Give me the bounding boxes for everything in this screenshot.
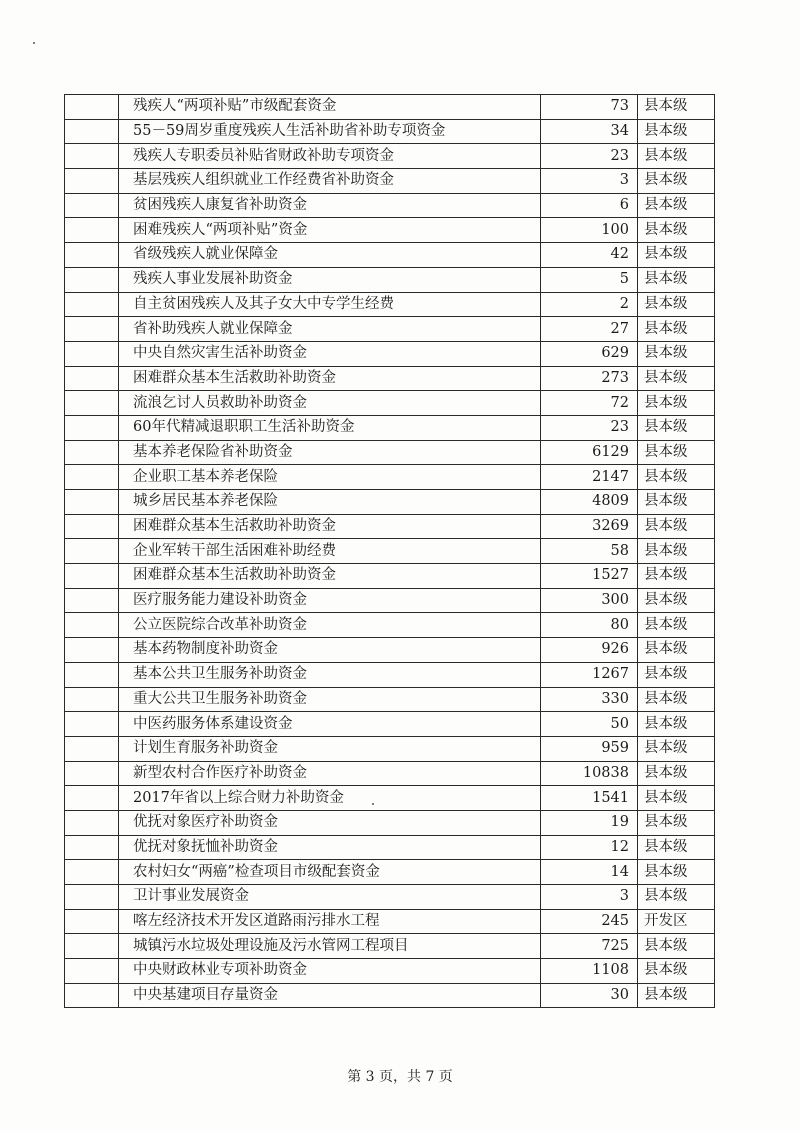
level-cell: 县本级 (638, 465, 715, 490)
level-cell: 县本级 (638, 144, 715, 169)
amount-cell: 3 (541, 885, 638, 910)
table-row (65, 564, 715, 589)
fund-name-cell: 2017年省以上综合财力补助资金 (119, 786, 541, 811)
level-cell: 县本级 (638, 391, 715, 416)
amount-cell: 23 (541, 415, 638, 440)
sequence-cell (65, 440, 119, 465)
table-row (65, 810, 715, 835)
funds-table-body (65, 95, 715, 1008)
table-row (65, 638, 715, 663)
amount-cell: 245 (541, 909, 638, 934)
sequence-cell (65, 391, 119, 416)
level-cell: 县本级 (638, 193, 715, 218)
amount-cell: 27 (541, 317, 638, 342)
fund-name-cell: 新型农村合作医疗补助资金 (119, 761, 541, 786)
fund-name-cell: 农村妇女“两癌”检查项目市级配套资金 (119, 860, 541, 885)
sequence-cell (65, 267, 119, 292)
table-row (65, 613, 715, 638)
sequence-cell (65, 119, 119, 144)
amount-cell: 5 (541, 267, 638, 292)
fund-name-cell: 残疾人事业发展补助资金 (119, 267, 541, 292)
amount-cell: 725 (541, 934, 638, 959)
fund-name-cell: 基本公共卫生服务补助资金 (119, 662, 541, 687)
amount-cell: 30 (541, 983, 638, 1008)
table-row (65, 193, 715, 218)
table-row (65, 983, 715, 1008)
amount-cell: 629 (541, 341, 638, 366)
level-cell: 县本级 (638, 490, 715, 515)
sequence-cell (65, 613, 119, 638)
amount-cell: 2 (541, 292, 638, 317)
sequence-cell (65, 835, 119, 860)
sequence-cell (65, 934, 119, 959)
level-cell: 县本级 (638, 712, 715, 737)
level-cell: 县本级 (638, 959, 715, 984)
table-row (65, 712, 715, 737)
level-cell: 县本级 (638, 638, 715, 663)
funds-table (64, 94, 715, 1008)
sequence-cell (65, 514, 119, 539)
table-row (65, 514, 715, 539)
sequence-cell (65, 687, 119, 712)
amount-cell: 1267 (541, 662, 638, 687)
fund-name-cell: 城乡居民基本养老保险 (119, 490, 541, 515)
amount-cell: 6 (541, 193, 638, 218)
sequence-cell (65, 885, 119, 910)
table-row (65, 317, 715, 342)
sequence-cell (65, 465, 119, 490)
table-row (65, 415, 715, 440)
fund-name-cell: 困难群众基本生活救助补助资金 (119, 366, 541, 391)
amount-cell: 330 (541, 687, 638, 712)
scan-speck (33, 42, 35, 44)
fund-name-cell: 残疾人专职委员补贴省财政补助专项资金 (119, 144, 541, 169)
amount-cell: 273 (541, 366, 638, 391)
fund-name-cell: 自主贫困残疾人及其子女大中专学生经费 (119, 292, 541, 317)
sequence-cell (65, 539, 119, 564)
sequence-cell (65, 761, 119, 786)
sequence-cell (65, 415, 119, 440)
page-number-footer: 第 3 页，共 7 页 (347, 1069, 453, 1085)
fund-name-cell: 省补助残疾人就业保障金 (119, 317, 541, 342)
amount-cell: 300 (541, 588, 638, 613)
fund-name-cell: 55－59周岁重度残疾人生活补助省补助专项资金 (119, 119, 541, 144)
sequence-cell (65, 712, 119, 737)
sequence-cell (65, 786, 119, 811)
level-cell: 县本级 (638, 564, 715, 589)
level-cell: 县本级 (638, 810, 715, 835)
level-cell: 县本级 (638, 761, 715, 786)
level-cell: 县本级 (638, 440, 715, 465)
fund-name-cell: 60年代精减退职职工生活补助资金 (119, 415, 541, 440)
fund-name-cell: 基层残疾人组织就业工作经费省补助资金 (119, 169, 541, 194)
table-row (65, 169, 715, 194)
sequence-cell (65, 959, 119, 984)
level-cell: 县本级 (638, 366, 715, 391)
sequence-cell (65, 588, 119, 613)
amount-cell: 80 (541, 613, 638, 638)
fund-name-cell: 中央财政林业专项补助资金 (119, 959, 541, 984)
level-cell: 县本级 (638, 736, 715, 761)
sequence-cell (65, 662, 119, 687)
table-row (65, 95, 715, 120)
fund-name-cell: 企业军转干部生活困难补助经费 (119, 539, 541, 564)
level-cell: 县本级 (638, 934, 715, 959)
table-row (65, 144, 715, 169)
amount-cell: 1541 (541, 786, 638, 811)
level-cell: 县本级 (638, 860, 715, 885)
table-row (65, 959, 715, 984)
sequence-cell (65, 860, 119, 885)
level-cell: 县本级 (638, 341, 715, 366)
amount-cell: 19 (541, 810, 638, 835)
sequence-cell (65, 366, 119, 391)
table-row (65, 588, 715, 613)
fund-name-cell: 医疗服务能力建设补助资金 (119, 588, 541, 613)
table-row (65, 786, 715, 811)
sequence-cell (65, 243, 119, 268)
amount-cell: 73 (541, 95, 638, 120)
sequence-cell (65, 169, 119, 194)
amount-cell: 50 (541, 712, 638, 737)
sequence-cell (65, 193, 119, 218)
table-row (65, 934, 715, 959)
level-cell: 县本级 (638, 514, 715, 539)
level-cell: 开发区 (638, 909, 715, 934)
level-cell: 县本级 (638, 983, 715, 1008)
fund-name-cell: 流浪乞讨人员救助补助资金 (119, 391, 541, 416)
sequence-cell (65, 144, 119, 169)
sequence-cell (65, 909, 119, 934)
level-cell: 县本级 (638, 687, 715, 712)
fund-name-cell: 计划生育服务补助资金 (119, 736, 541, 761)
sequence-cell (65, 95, 119, 120)
level-cell: 县本级 (638, 243, 715, 268)
fund-name-cell: 中医药服务体系建设资金 (119, 712, 541, 737)
table-row (65, 490, 715, 515)
amount-cell: 1527 (541, 564, 638, 589)
table-row (65, 539, 715, 564)
amount-cell: 100 (541, 218, 638, 243)
amount-cell: 42 (541, 243, 638, 268)
fund-name-cell: 重大公共卫生服务补助资金 (119, 687, 541, 712)
amount-cell: 926 (541, 638, 638, 663)
amount-cell: 959 (541, 736, 638, 761)
fund-name-cell: 中央基建项目存量资金 (119, 983, 541, 1008)
level-cell: 县本级 (638, 835, 715, 860)
amount-cell: 2147 (541, 465, 638, 490)
sequence-cell (65, 292, 119, 317)
amount-cell: 14 (541, 860, 638, 885)
table-row (65, 835, 715, 860)
level-cell: 县本级 (638, 218, 715, 243)
fund-name-cell: 基本药物制度补助资金 (119, 638, 541, 663)
fund-name-cell: 困难群众基本生活救助补助资金 (119, 564, 541, 589)
table-row (65, 761, 715, 786)
table-row (65, 267, 715, 292)
fund-name-cell: 贫困残疾人康复省补助资金 (119, 193, 541, 218)
level-cell: 县本级 (638, 662, 715, 687)
amount-cell: 3269 (541, 514, 638, 539)
level-cell: 县本级 (638, 613, 715, 638)
table-row (65, 736, 715, 761)
amount-cell: 34 (541, 119, 638, 144)
table-row (65, 119, 715, 144)
level-cell: 县本级 (638, 885, 715, 910)
amount-cell: 6129 (541, 440, 638, 465)
fund-name-cell: 基本养老保险省补助资金 (119, 440, 541, 465)
level-cell: 县本级 (638, 588, 715, 613)
table-row (65, 341, 715, 366)
table-row (65, 662, 715, 687)
sequence-cell (65, 490, 119, 515)
amount-cell: 58 (541, 539, 638, 564)
table-row (65, 885, 715, 910)
table-row (65, 909, 715, 934)
fund-name-cell: 卫计事业发展资金 (119, 885, 541, 910)
level-cell: 县本级 (638, 267, 715, 292)
amount-cell: 3 (541, 169, 638, 194)
table-row (65, 860, 715, 885)
sequence-cell (65, 218, 119, 243)
sequence-cell (65, 638, 119, 663)
fund-name-cell: 企业职工基本养老保险 (119, 465, 541, 490)
amount-cell: 23 (541, 144, 638, 169)
level-cell: 县本级 (638, 292, 715, 317)
fund-name-cell: 困难群众基本生活救助补助资金 (119, 514, 541, 539)
sequence-cell (65, 341, 119, 366)
table-row (65, 465, 715, 490)
sequence-cell (65, 983, 119, 1008)
fund-name-cell: 城镇污水垃圾处理设施及污水管网工程项目 (119, 934, 541, 959)
table-row (65, 218, 715, 243)
table-row (65, 440, 715, 465)
fund-name-cell: 省级残疾人就业保障金 (119, 243, 541, 268)
amount-cell: 4809 (541, 490, 638, 515)
level-cell: 县本级 (638, 95, 715, 120)
fund-name-cell: 喀左经济技术开发区道路雨污排水工程 (119, 909, 541, 934)
level-cell: 县本级 (638, 317, 715, 342)
level-cell: 县本级 (638, 169, 715, 194)
fund-name-cell: 优抚对象抚恤补助资金 (119, 835, 541, 860)
table-row (65, 687, 715, 712)
sequence-cell (65, 317, 119, 342)
level-cell: 县本级 (638, 415, 715, 440)
fund-name-cell: 中央自然灾害生活补助资金 (119, 341, 541, 366)
level-cell: 县本级 (638, 119, 715, 144)
table-row (65, 391, 715, 416)
sequence-cell (65, 564, 119, 589)
sequence-cell (65, 810, 119, 835)
fund-name-cell: 优抚对象医疗补助资金 (119, 810, 541, 835)
sequence-cell (65, 736, 119, 761)
fund-name-cell: 残疾人“两项补贴”市级配套资金 (119, 95, 541, 120)
amount-cell: 1108 (541, 959, 638, 984)
fund-name-cell: 公立医院综合改革补助资金 (119, 613, 541, 638)
amount-cell: 12 (541, 835, 638, 860)
fund-name-cell: 困难残疾人“两项补贴”资金 (119, 218, 541, 243)
table-row (65, 243, 715, 268)
table-row (65, 292, 715, 317)
amount-cell: 72 (541, 391, 638, 416)
amount-cell: 10838 (541, 761, 638, 786)
level-cell: 县本级 (638, 539, 715, 564)
level-cell: 县本级 (638, 786, 715, 811)
table-row (65, 366, 715, 391)
